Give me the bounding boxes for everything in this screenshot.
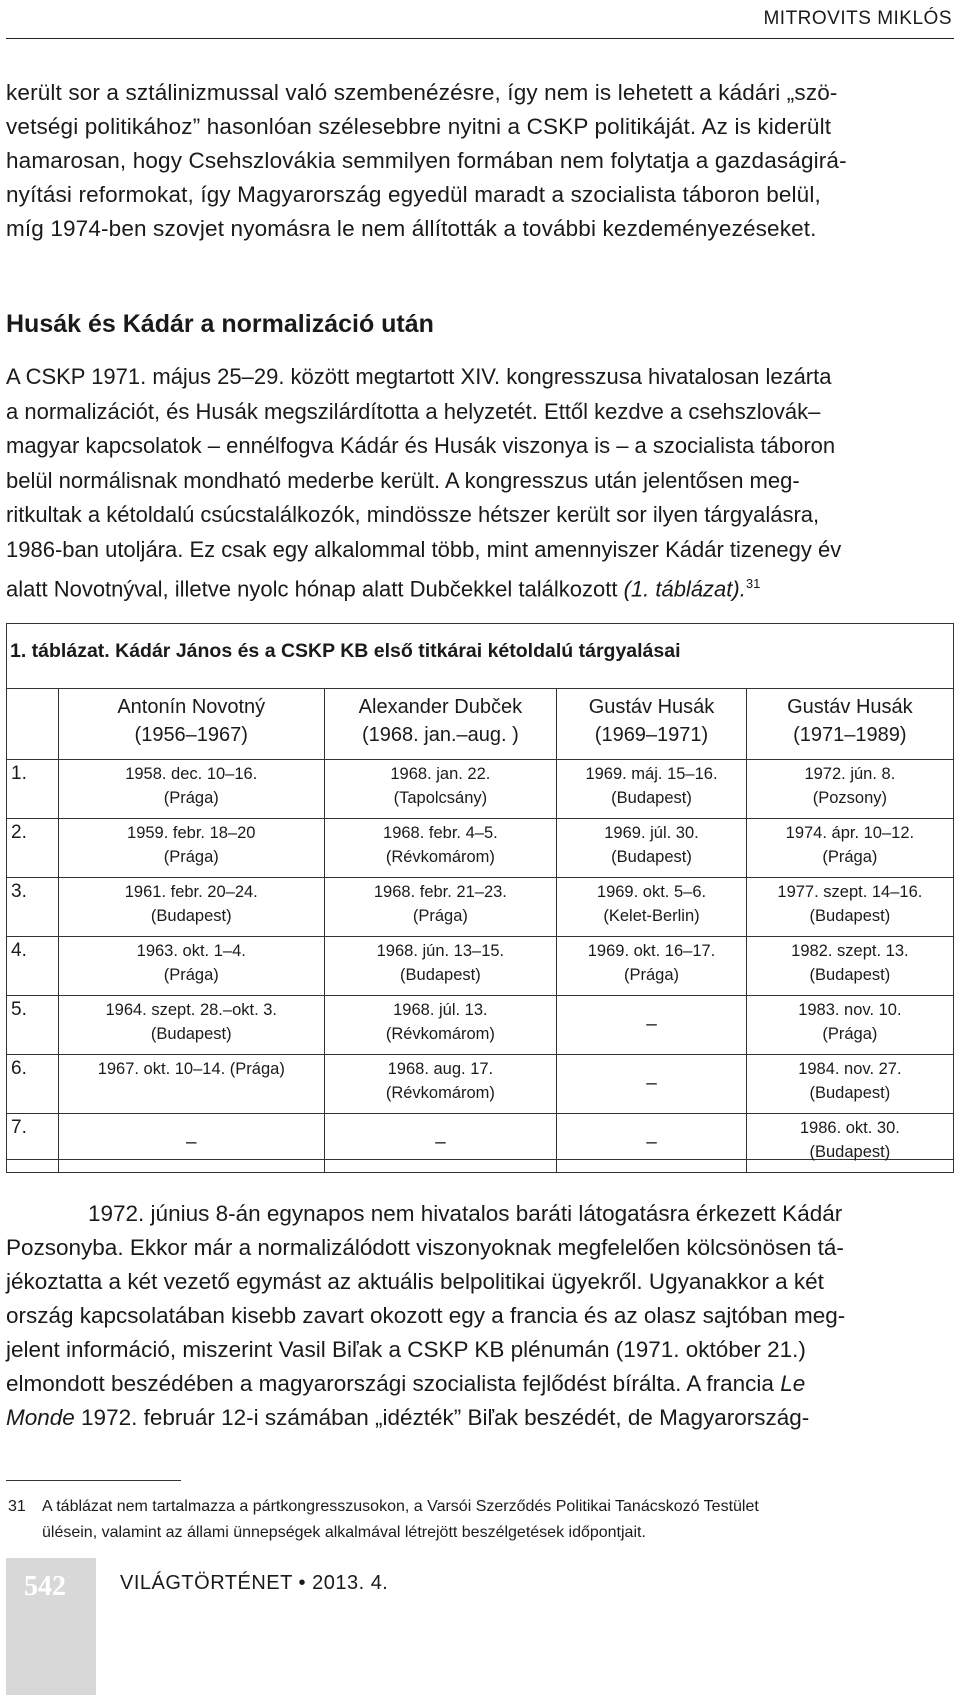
row-number: 7. (7, 1114, 59, 1173)
meeting-cell (59, 1055, 325, 1114)
meeting-place: (Prága) (163, 848, 219, 866)
footnote-rule (6, 1480, 181, 1481)
table-corner (7, 689, 59, 760)
meeting-place: (Budapest) (809, 907, 891, 925)
meeting-date: 1968. júl. 13. (393, 1001, 488, 1019)
meeting-cell (746, 937, 953, 996)
table-reference[interactable]: (1. táblázat). (623, 576, 746, 602)
table-caption (10, 640, 681, 663)
meeting-date: 1969. okt. 16–17. (587, 942, 716, 960)
meeting-cell (324, 760, 557, 819)
meeting-cell (557, 819, 746, 878)
leader-period: (1971–1989) (793, 724, 907, 746)
meeting-place: (Tapolcsány) (393, 789, 488, 807)
leader-name: Gustáv Husák (588, 696, 715, 718)
text-line (6, 567, 954, 607)
table-row (7, 1055, 954, 1114)
text-fragment: elmondott beszédében a magyarországi szocialista fejlődést bírálta. A francia (6, 1371, 781, 1396)
meeting-place: (Prága) (163, 789, 219, 807)
meeting-place: (Budapest) (150, 1025, 232, 1043)
meeting-cell (557, 996, 746, 1055)
column-header (59, 689, 325, 760)
text-line: a normalizációt, és Husák megszilárdította a helyzetét. Ettől kezdve a csehszlovák– (6, 398, 821, 424)
meeting-date: 1961. febr. 20–24. (124, 883, 258, 901)
meeting-place: (Kelet-Berlin) (603, 907, 700, 925)
meeting-date: 1964. szept. 28.–okt. 3. (105, 1001, 278, 1019)
text-line: magyar kapcsolatok – ennélfogva Kádár és Husák viszonya is – a szocialista táboron (6, 433, 836, 458)
meeting-place: (Prága) (412, 907, 468, 925)
leader-period: (1969–1971) (594, 724, 709, 746)
leader-name: Gustáv Husák (787, 696, 913, 718)
meeting-place: (Budapest) (809, 966, 891, 984)
meeting-date: 1969. máj. 15–16. (585, 765, 718, 783)
text-line (6, 1367, 954, 1401)
meeting-cell (324, 1055, 557, 1114)
meeting-cell (746, 819, 953, 878)
column-header (557, 689, 746, 760)
text-line: nyítási reformokat, így Magyarország egyedül maradt a szocialista táboron belül, (6, 182, 821, 207)
meeting-cell (746, 1114, 953, 1173)
header-rule (6, 38, 954, 39)
row-number: 4. (7, 937, 59, 996)
meeting-date: 1977. szept. 14–16. (777, 883, 923, 901)
leader-name: Antonín Novotný (117, 696, 266, 718)
meeting-cell (557, 937, 746, 996)
meeting-place: (Pozsony) (812, 789, 887, 807)
table-row (7, 878, 954, 937)
footnote-mark[interactable]: 31 (745, 576, 761, 591)
text-line: belül normálisnak mondható mederbe került. A kongresszus után jelentősen meg- (6, 467, 800, 493)
meeting-place: (Prága) (822, 848, 878, 866)
italic-title: Le (780, 1371, 806, 1396)
row-number: 6. (7, 1055, 59, 1114)
meeting-cell (324, 996, 557, 1055)
meeting-cell (59, 819, 325, 878)
meeting-place: (Prága) (163, 966, 219, 984)
meeting-cell (324, 878, 557, 937)
row-number: 3. (7, 878, 59, 937)
table-caption-number: 1. táblázat. (10, 640, 110, 662)
meeting-cell (746, 1055, 953, 1114)
meeting-cell (324, 1114, 557, 1173)
table-row (7, 819, 954, 878)
text-line: hamarosan, hogy Csehszlovákia semmilyen formában nem folytatja a gazdaságirá- (6, 148, 847, 173)
meeting-cell (59, 937, 325, 996)
table-row (7, 760, 954, 819)
meeting-place: (Révkomárom) (385, 848, 495, 866)
meeting-date: 1963. okt. 1–4. (136, 942, 246, 960)
meeting-place: (Budapest) (809, 1084, 891, 1102)
meeting-date: 1968. aug. 17. (387, 1060, 494, 1078)
table-row (7, 1114, 954, 1173)
row-number: 2. (7, 819, 59, 878)
paragraph-1 (6, 76, 954, 246)
meeting-cell (746, 996, 953, 1055)
meeting-place: (Prága) (822, 1025, 878, 1043)
meeting-cell (557, 878, 746, 937)
row-number: 1. (7, 760, 59, 819)
meeting-cell (59, 878, 325, 937)
meeting-cell (324, 819, 557, 878)
meeting-cell (59, 1114, 325, 1173)
meeting-cell (746, 760, 953, 819)
meeting-place: (Budapest) (809, 1143, 891, 1161)
footnote-text: ülésein, valamint az állami ünnepségek alkalmával létrejött beszélgetések időpontjait. (42, 1524, 646, 1541)
text-line (6, 1401, 954, 1435)
table-body (7, 760, 954, 1173)
column-header (746, 689, 953, 760)
meeting-cell (324, 937, 557, 996)
meeting-date: 1958. dec. 10–16. (125, 765, 258, 783)
meeting-date: 1974. ápr. 10–12. (785, 824, 915, 842)
meeting-date: 1972. jún. 8. (804, 765, 896, 783)
journal-name: VILÁGTÖRTÉNET • 2013. 4. (120, 1572, 389, 1594)
paragraph-2 (6, 360, 954, 607)
footnote-text: A táblázat nem tartalmazza a pártkongresszusokon, a Varsói Szerződés Politikai Tanácskozó Testület (42, 1498, 759, 1515)
text-line: ritkultak a kétoldalú csúcstalálkozók, mindössze hétszer került sor ilyen tárgyalásra, (6, 502, 820, 527)
meeting-date: 1967. okt. 10–14. (Prága) (97, 1060, 285, 1078)
meeting-place: (Budapest) (400, 966, 481, 984)
text-line: míg 1974-ben szovjet nyomásra le nem állították a további kezdeményezéseket. (6, 216, 817, 241)
meeting-cell (557, 1114, 746, 1173)
meeting-date: 1968. jún. 13–15. (376, 942, 505, 960)
leader-period: (1968. jan.–aug. ) (361, 724, 519, 746)
text-line: került sor a sztálinizmussal való szembenézésre, így nem is lehetett a kádári „szö- (6, 80, 838, 105)
paragraph-3 (6, 1197, 954, 1435)
meeting-date: 1983. nov. 10. (798, 1001, 902, 1019)
meeting-date: – (185, 1132, 197, 1153)
meeting-cell (746, 878, 953, 937)
meeting-date: – (646, 1132, 657, 1153)
meeting-date: 1984. nov. 27. (798, 1060, 902, 1078)
meeting-cell (59, 760, 325, 819)
leader-name: Alexander Dubček (358, 696, 523, 718)
meeting-place: (Révkomárom) (385, 1084, 495, 1102)
table-caption-title: Kádár János és a CSKP KB első titkárai kétoldalú tárgyalásai (115, 640, 681, 662)
meeting-date: – (646, 1073, 657, 1094)
text-line: Pozsonyba. Ekkor már a normalizálódott viszonyoknak megfelelően kölcsönösen tá- (6, 1235, 844, 1260)
column-header (324, 689, 557, 760)
text-line: jelent információ, miszerint Vasil Biľak a CSKP KB plénumán (1971. október 21.) (6, 1337, 806, 1362)
text-line: ország kapcsolatában kisebb zavart okozott egy a francia és az olasz sajtóban meg- (6, 1303, 846, 1328)
meeting-cell (557, 760, 746, 819)
meeting-date: 1968. jan. 22. (390, 765, 491, 783)
meeting-place: (Budapest) (611, 789, 692, 807)
meeting-place: (Budapest) (611, 848, 692, 866)
text-line: 1972. június 8-án egynapos nem hivatalos baráti látogatásra érkezett Kádár (88, 1201, 843, 1226)
meeting-date: – (646, 1014, 657, 1035)
leader-period: (1956–1967) (134, 724, 248, 746)
meeting-cell (59, 996, 325, 1055)
table-row (7, 996, 954, 1055)
text-fragment: alatt Novotnýval, illetve nyolc hónap alatt Dubčekkel találkozott (6, 576, 624, 602)
meeting-date: – (435, 1132, 446, 1153)
text-line: 1986-ban utoljára. Ez csak egy alkalommal több, mint amennyiszer Kádár tizenegy év (6, 536, 842, 562)
meeting-place: (Prága) (623, 966, 680, 984)
page-number: 542 (24, 1571, 66, 1602)
meeting-cell (557, 1055, 746, 1114)
row-number: 5. (7, 996, 59, 1055)
text-line: vetségi politikához” hasonlóan szélesebbre nyitni a CSKP politikáját. Az is kiderült (6, 114, 832, 139)
meetings-table (6, 688, 954, 1173)
meeting-date: 1986. okt. 30. (799, 1119, 900, 1137)
meeting-date: 1982. szept. 13. (791, 942, 909, 960)
footnote (8, 1494, 954, 1546)
text-line: jékoztatta a két vezető egymást az aktuális belpolitikai ügyekről. Ugyanakkor a két (6, 1269, 824, 1294)
running-head: MITROVITS MIKLÓS (763, 8, 952, 29)
table-row (7, 937, 954, 996)
meeting-place: (Budapest) (150, 907, 232, 925)
meeting-date: 1959. febr. 18–20 (127, 824, 256, 842)
section-title: Husák és Kádár a normalizáció után (6, 310, 434, 338)
italic-title: Monde (6, 1405, 75, 1430)
table-header-row (7, 689, 954, 760)
text-line: A CSKP 1971. május 25–29. között megtartott XIV. kongresszusa hivatalosan lezárta (6, 364, 832, 389)
meeting-date: 1969. okt. 5–6. (596, 883, 707, 901)
text-fragment: 1972. február 12-i számában „idézték” Biľak beszédét, de Magyarország- (74, 1405, 810, 1430)
meeting-date: 1968. febr. 21–23. (373, 883, 507, 901)
footnote-number: 31 (8, 1498, 26, 1515)
meeting-date: 1968. febr. 4–5. (383, 824, 498, 842)
meeting-place: (Révkomárom) (385, 1025, 495, 1043)
meeting-date: 1969. júl. 30. (604, 824, 699, 842)
